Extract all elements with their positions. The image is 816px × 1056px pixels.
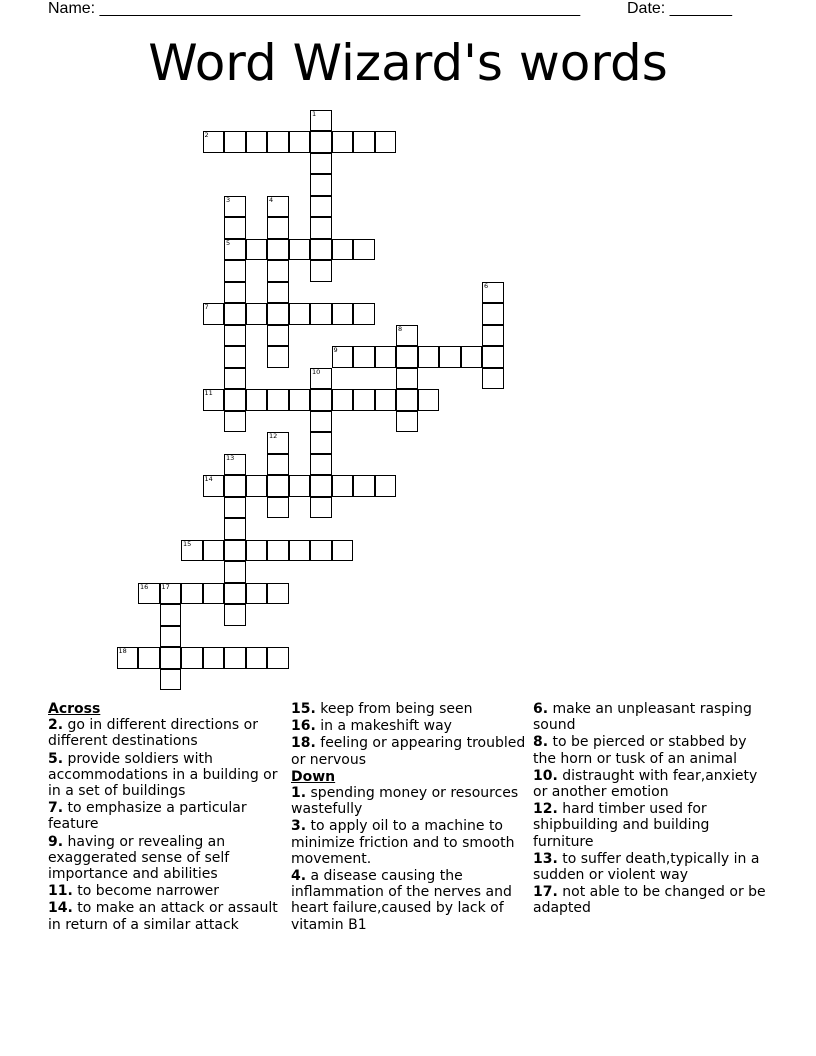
clue-item	[533, 851, 773, 883]
grid-cell[interactable]	[224, 497, 246, 519]
clue-item	[533, 801, 773, 850]
clue-number-label: 18.	[291, 735, 316, 752]
grid-cell[interactable]	[181, 540, 203, 562]
grid-cell[interactable]	[246, 303, 268, 325]
clue-text: to emphasize a particular feature	[48, 800, 247, 833]
grid-cell[interactable]	[332, 303, 354, 325]
clue-number-label: 13.	[533, 850, 558, 867]
grid-cell[interactable]	[246, 389, 268, 411]
grid-cell[interactable]	[461, 346, 483, 368]
grid-cell[interactable]	[439, 346, 461, 368]
grid-cell[interactable]	[224, 260, 246, 282]
grid-cell[interactable]	[138, 647, 160, 669]
grid-cell[interactable]	[160, 583, 182, 605]
grid-cell[interactable]	[203, 475, 225, 497]
grid-cell[interactable]	[310, 389, 332, 411]
grid-cell[interactable]	[117, 647, 139, 669]
grid-cell[interactable]	[246, 583, 268, 605]
clue-text: a disease causing the inflammation of the nerves and heart failure,caused by lack of vitamin B1	[291, 868, 512, 933]
grid-cell[interactable]	[332, 239, 354, 261]
clue-number-label: 11.	[48, 883, 73, 900]
grid-cell[interactable]	[267, 497, 289, 519]
grid-cell[interactable]	[160, 626, 182, 648]
grid-cell[interactable]	[396, 325, 418, 347]
clue-number-label: 9.	[48, 833, 64, 850]
grid-cell[interactable]	[482, 346, 504, 368]
grid-cell[interactable]	[289, 389, 311, 411]
grid-cell[interactable]	[375, 389, 397, 411]
clue-item	[48, 751, 278, 800]
clue-item	[291, 868, 526, 933]
grid-cell[interactable]	[310, 497, 332, 519]
grid-cell[interactable]	[224, 131, 246, 153]
clue-item	[533, 734, 773, 766]
grid-cell[interactable]	[267, 346, 289, 368]
grid-cell[interactable]	[224, 282, 246, 304]
clue-item	[48, 717, 278, 749]
grid-cell[interactable]	[224, 325, 246, 347]
grid-cell[interactable]	[224, 583, 246, 605]
clue-item	[533, 884, 773, 916]
name-field-label: Name: ______________________________________________________	[48, 0, 581, 17]
clue-number-label: 5.	[48, 750, 64, 767]
clue-number: 14	[204, 475, 213, 483]
clue-text: to suffer death,typically in a sudden or violent way	[533, 850, 760, 884]
clue-number: 3	[226, 195, 231, 204]
clue-item	[533, 768, 773, 800]
grid-cell[interactable]	[310, 239, 332, 261]
grid-cell[interactable]	[353, 303, 375, 325]
clue-number: 7	[204, 303, 209, 311]
clue-number-label: 16.	[291, 718, 316, 735]
grid-cell[interactable]	[418, 389, 440, 411]
grid-cell[interactable]	[203, 540, 225, 562]
clue-number: 15	[183, 539, 192, 548]
grid-cell[interactable]	[375, 475, 397, 497]
clue-number-label: 15.	[291, 701, 316, 717]
grid-cell[interactable]	[267, 647, 289, 669]
grid-cell[interactable]	[310, 196, 332, 218]
grid-cell[interactable]	[375, 346, 397, 368]
clue-text: not able to be changed or be adapted	[533, 884, 766, 917]
grid-cell[interactable]	[224, 303, 246, 325]
grid-cell[interactable]	[160, 604, 182, 626]
clue-number: 1	[312, 109, 317, 118]
grid-cell[interactable]	[310, 432, 332, 454]
grid-cell[interactable]	[289, 303, 311, 325]
clue-text: make an unpleasant rasping sound	[533, 701, 752, 734]
grid-cell[interactable]	[224, 346, 246, 368]
clue-number-label: 7.	[48, 800, 64, 817]
grid-cell[interactable]	[375, 131, 397, 153]
grid-cell[interactable]	[482, 325, 504, 347]
clues-column-3	[533, 701, 773, 918]
clue-text: provide soldiers with accommodations in a building or in a set of buildings	[48, 750, 278, 800]
clue-text: spending money or resources wastefully	[291, 785, 519, 818]
clue-item	[291, 718, 526, 734]
grid-cell[interactable]	[482, 368, 504, 390]
clue-text: having or revealing an exaggerated sense of self importance and abilities	[48, 833, 230, 883]
clue-number-label: 17.	[533, 884, 558, 901]
grid-cell[interactable]	[310, 540, 332, 562]
grid-cell[interactable]	[310, 131, 332, 153]
clue-text: in a makeshift way	[315, 718, 452, 735]
clue-number: 13	[226, 453, 235, 462]
grid-cell[interactable]	[396, 389, 418, 411]
clue-text: go in different directions or different destinations	[48, 717, 258, 750]
grid-cell[interactable]	[396, 346, 418, 368]
grid-cell[interactable]	[310, 454, 332, 476]
page-title: Word Wizard's words	[148, 34, 668, 92]
grid-cell[interactable]	[267, 282, 289, 304]
grid-cell[interactable]	[267, 239, 289, 261]
clue-number: 9	[333, 346, 338, 354]
clue-text: to apply oil to a machine to minimize friction and to smooth movement.	[291, 818, 515, 867]
clue-item	[48, 834, 278, 883]
clue-number: 10	[312, 367, 321, 376]
clue-number: 11	[204, 389, 213, 397]
grid-cell[interactable]	[267, 217, 289, 239]
grid-cell[interactable]	[138, 583, 160, 605]
grid-cell[interactable]	[289, 540, 311, 562]
clue-number-label: 14.	[48, 900, 73, 917]
clue-item	[291, 701, 526, 717]
grid-cell[interactable]	[353, 346, 375, 368]
grid-cell[interactable]	[267, 454, 289, 476]
clue-number: 8	[398, 324, 403, 333]
grid-cell[interactable]	[482, 303, 504, 325]
grid-cell[interactable]	[310, 110, 332, 132]
grid-cell[interactable]	[203, 583, 225, 605]
grid-cell[interactable]	[310, 260, 332, 282]
grid-cell[interactable]	[224, 604, 246, 626]
grid-cell[interactable]	[246, 475, 268, 497]
clues-column-2	[291, 701, 526, 934]
clue-item	[291, 735, 526, 767]
grid-cell[interactable]	[246, 239, 268, 261]
grid-cell[interactable]	[203, 389, 225, 411]
across-heading: Across	[48, 701, 101, 717]
grid-cell[interactable]	[310, 217, 332, 239]
clue-number-label: 4.	[291, 868, 307, 885]
across-clue-list	[48, 717, 278, 933]
grid-cell[interactable]	[224, 647, 246, 669]
grid-cell[interactable]	[289, 131, 311, 153]
grid-cell[interactable]	[203, 303, 225, 325]
grid-cell[interactable]	[353, 389, 375, 411]
clue-item	[533, 701, 773, 733]
down-clue-list-continued	[533, 701, 773, 917]
grid-cell[interactable]	[332, 475, 354, 497]
grid-cell[interactable]	[246, 540, 268, 562]
grid-cell[interactable]	[310, 153, 332, 175]
clue-item	[48, 800, 278, 832]
grid-cell[interactable]	[203, 647, 225, 669]
grid-cell[interactable]	[203, 131, 225, 153]
clue-number: 6	[484, 281, 489, 290]
clue-text: distraught with fear,anxiety or another emotion	[533, 767, 758, 801]
grid-cell[interactable]	[267, 475, 289, 497]
down-heading: Down	[291, 768, 336, 785]
clue-item	[291, 818, 526, 867]
grid-cell[interactable]	[224, 540, 246, 562]
grid-cell[interactable]	[353, 239, 375, 261]
clue-text: hard timber used for shipbuilding and building furniture	[533, 801, 710, 850]
grid-cell[interactable]	[418, 346, 440, 368]
grid-cell[interactable]	[267, 389, 289, 411]
clue-number-label: 10.	[533, 767, 558, 784]
grid-cell[interactable]	[332, 540, 354, 562]
clue-number-label: 12.	[533, 801, 558, 818]
clue-item	[48, 883, 278, 899]
grid-cell[interactable]	[160, 669, 182, 691]
grid-cell[interactable]	[224, 239, 246, 261]
grid-cell[interactable]	[310, 475, 332, 497]
grid-cell[interactable]	[224, 368, 246, 390]
date-field-label: Date: _______	[627, 0, 732, 17]
grid-cell[interactable]	[224, 475, 246, 497]
grid-cell[interactable]	[267, 325, 289, 347]
grid-cell[interactable]	[246, 647, 268, 669]
clue-text: feeling or appearing troubled or nervous	[291, 735, 526, 768]
clue-number-label: 6.	[533, 701, 549, 717]
down-clue-list	[291, 785, 526, 933]
grid-cell[interactable]	[181, 583, 203, 605]
clues-column-1	[48, 701, 278, 934]
grid-cell[interactable]	[224, 454, 246, 476]
grid-cell[interactable]	[224, 561, 246, 583]
grid-cell[interactable]	[310, 368, 332, 390]
clue-number: 18	[118, 647, 127, 655]
grid-cell[interactable]	[289, 475, 311, 497]
grid-cell[interactable]	[246, 131, 268, 153]
clue-number: 4	[269, 195, 274, 204]
clue-number-label: 1.	[291, 785, 307, 802]
grid-cell[interactable]	[332, 346, 354, 368]
grid-cell[interactable]	[224, 518, 246, 540]
grid-cell[interactable]	[310, 303, 332, 325]
clue-number: 5	[226, 238, 231, 247]
clue-number-label: 8.	[533, 734, 549, 751]
clue-item	[48, 900, 278, 932]
grid-cell[interactable]	[181, 647, 203, 669]
grid-cell[interactable]	[267, 260, 289, 282]
grid-cell[interactable]	[396, 411, 418, 433]
grid-cell[interactable]	[267, 432, 289, 454]
clue-number: 2	[204, 131, 209, 139]
grid-cell[interactable]	[353, 131, 375, 153]
grid-cell[interactable]	[332, 131, 354, 153]
clue-text: to be pierced or stabbed by the horn or tusk of an animal	[533, 734, 747, 767]
grid-cell[interactable]	[289, 239, 311, 261]
clue-number: 12	[269, 432, 278, 440]
grid-cell[interactable]	[160, 647, 182, 669]
grid-cell[interactable]	[310, 174, 332, 196]
across-clue-list-continued	[291, 701, 526, 768]
grid-cell[interactable]	[224, 389, 246, 411]
grid-cell[interactable]	[224, 196, 246, 218]
grid-cell[interactable]	[267, 540, 289, 562]
grid-cell[interactable]	[224, 411, 246, 433]
grid-cell[interactable]	[267, 131, 289, 153]
grid-cell[interactable]	[332, 389, 354, 411]
clue-number-label: 2.	[48, 717, 64, 734]
grid-cell[interactable]	[482, 282, 504, 304]
grid-cell[interactable]	[224, 217, 246, 239]
grid-cell[interactable]	[267, 303, 289, 325]
clue-text: to become narrower	[72, 883, 220, 900]
clue-number: 17	[161, 582, 170, 591]
grid-cell[interactable]	[353, 475, 375, 497]
grid-cell[interactable]	[396, 368, 418, 390]
clue-text: keep from being seen	[315, 701, 473, 717]
clue-item	[291, 785, 526, 817]
clue-number-label: 3.	[291, 818, 307, 835]
clue-text: to make an attack or assault in return of a similar attack	[48, 900, 278, 933]
grid-cell[interactable]	[310, 411, 332, 433]
grid-cell[interactable]	[267, 196, 289, 218]
clue-number: 16	[140, 582, 149, 591]
grid-cell[interactable]	[267, 583, 289, 605]
